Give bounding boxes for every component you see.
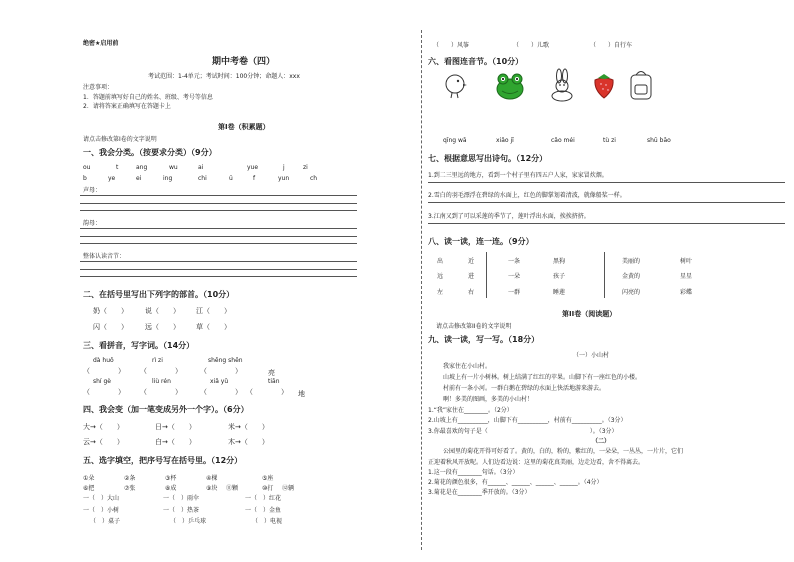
q8-word: 金黄的 xyxy=(622,273,641,280)
q6-pinyin: tù zi xyxy=(603,137,616,144)
q3-pinyin: xiǎ yǔ xyxy=(210,378,229,385)
q3-answer-box[interactable]: （ ） xyxy=(83,388,125,396)
q7-line: 1.到二三里远的地方，看到一个村子里有四五户人家，家家冒炊烟。 xyxy=(428,172,608,179)
q1-letter: t xyxy=(116,164,119,171)
q5-option: ①朵 xyxy=(83,475,95,482)
q5-option: ⑤座 xyxy=(262,475,274,482)
q8-word: 美丽的 xyxy=(622,258,641,265)
q6-pinyin: xiǎo jī xyxy=(496,137,514,144)
q3-answer-box[interactable]: （ ） xyxy=(83,367,125,375)
q3-pinyin: liù rén xyxy=(152,378,171,385)
q3-answer-box[interactable]: （ ） xyxy=(140,367,182,375)
q9-question[interactable]: 1.这一段有________句话。（3分） xyxy=(428,469,519,476)
part2-title: 第II卷（阅读题） xyxy=(562,310,617,318)
part2-hint: 请点击修改第II卷的文字说明 xyxy=(436,323,512,330)
q8-word: 近 xyxy=(468,258,475,265)
q5-continued-fill[interactable]: （ ）风筝 xyxy=(433,42,470,49)
notes-title: 注意事项： xyxy=(83,84,114,91)
q2-item[interactable]: 远（ ） xyxy=(145,323,180,331)
q8-word: 进 xyxy=(468,273,475,280)
q5-option: ⑫辆 xyxy=(282,485,295,492)
note-1: 1．答题前填写好自己的姓名、班级、考号等信息 xyxy=(83,94,213,101)
secret-label: 绝密★启用前 xyxy=(83,40,119,47)
q5-option: ②条 xyxy=(124,475,136,482)
q5-option: ⑧成 xyxy=(165,485,177,492)
q3-pinyin: shēng shēn xyxy=(208,357,243,364)
q5-option: ⑪颗 xyxy=(226,485,239,492)
q3-answer-box[interactable]: （ ） xyxy=(200,388,242,396)
q9-passage-line: 山坡上有一片小树林。树上结满了红红的苹果。山脚下有一座红色的小楼。 xyxy=(443,374,642,381)
q4-item[interactable]: 大→（ ） xyxy=(83,423,124,431)
q4-title: 四、我会变（加一笔变成另外一个字）。（6分） xyxy=(83,405,249,414)
schoolbag-icon xyxy=(627,67,655,101)
q1-letter: ou xyxy=(83,164,91,171)
q1-label-whole: 整体认读音节： xyxy=(83,253,126,260)
q6-pinyin: qīng wā xyxy=(443,137,467,144)
q1-letter: ch xyxy=(310,175,318,182)
q8-word: 右 xyxy=(468,289,475,296)
q8-word: 一群 xyxy=(508,289,521,296)
q3-pinyin: shí gè xyxy=(93,378,112,385)
q2-item[interactable]: 江（ ） xyxy=(196,307,231,315)
q7-line: 3.江南又到了可以采莲的季节了，莲叶浮出水面，挨挨挤挤。 xyxy=(428,213,590,220)
q3-pinyin: dà huǒ xyxy=(93,357,114,364)
q1-title: 一、我会分类。（按要求分类）（9分） xyxy=(83,148,217,157)
q8-word: 左 xyxy=(437,289,444,296)
q4-item[interactable]: 日→（ ） xyxy=(155,423,196,431)
q3-pinyin: rì zi xyxy=(152,357,163,364)
q1-letter: chi xyxy=(198,175,207,182)
q1-letter: ü xyxy=(229,175,233,182)
q8-word: 远 xyxy=(437,273,444,280)
q5-option: ⑩打 xyxy=(262,485,274,492)
q1-letter: ang xyxy=(136,164,148,171)
q8-word: 出 xyxy=(437,258,444,265)
q3-answer-box[interactable]: （ ） xyxy=(140,388,182,396)
q6-pinyin: shū bāo xyxy=(647,137,671,144)
q2-title: 二、在括号里写出下列字的部首。（10分） xyxy=(83,290,235,299)
q2-item[interactable]: 奶（ ） xyxy=(93,307,128,315)
q1-letter: j xyxy=(283,164,285,171)
q8-word: 孩子 xyxy=(553,273,566,280)
q1-label-initials: 声母： xyxy=(83,187,102,194)
q5-title: 五、选字填空，把序号写在括号里。（12分） xyxy=(83,456,243,465)
q1-letter: ei xyxy=(136,175,142,182)
q9-question[interactable]: 1.“我”家住在________。（2分） xyxy=(428,407,513,414)
q8-word: 闪亮的 xyxy=(622,289,641,296)
q9-question[interactable]: 3.菊花是在________季开放的。（3分） xyxy=(428,489,531,496)
q5-fill[interactable]: 一（ ）金鱼 xyxy=(245,507,282,514)
q5-continued-fill[interactable]: （ ）儿歌 xyxy=(513,42,550,49)
q1-letter: b xyxy=(83,175,87,182)
q4-item[interactable]: 米→（ ） xyxy=(228,423,269,431)
q5-option: ⑥把 xyxy=(83,485,95,492)
q1-letter: wu xyxy=(169,164,178,171)
part1-title: 第I卷（积累题） xyxy=(218,123,270,131)
q8-word: 星星 xyxy=(680,273,693,280)
q4-item[interactable]: 白→（ ） xyxy=(155,438,196,446)
q5-fill[interactable]: （ ）电视 xyxy=(252,518,283,525)
q5-continued-fill[interactable]: （ ）自行车 xyxy=(590,42,633,49)
q5-option: ⑨块 xyxy=(206,485,218,492)
q5-fill[interactable]: 一（ ）大山 xyxy=(83,495,120,502)
q9-sub2: （二） xyxy=(592,438,611,445)
q1-letter: ye xyxy=(108,175,116,182)
q3-suffix: 地 xyxy=(298,390,305,398)
q5-fill[interactable]: 一（ ）小树 xyxy=(83,507,120,514)
q7-line: 2.雪白的羽毛漂浮在碧绿的水面上，红色的脚掌划着清波，就像船桨一样。 xyxy=(428,192,626,199)
q8-word: 一条 xyxy=(508,258,521,265)
q5-fill[interactable]: 一（ ）雨伞 xyxy=(163,495,200,502)
q5-fill[interactable]: （ ）乒乓球 xyxy=(170,518,207,525)
q4-item[interactable]: 木→（ ） xyxy=(228,438,269,446)
q5-option: ③杯 xyxy=(165,475,177,482)
q9-question[interactable]: 3.你最喜欢的句子是（ ）。（3分） xyxy=(428,428,618,435)
q8-word: 黑狗 xyxy=(553,258,566,265)
frog-icon xyxy=(493,70,527,102)
q1-letter: zi xyxy=(303,164,308,171)
q1-letter: ai xyxy=(198,164,204,171)
q5-option: ⑦张 xyxy=(124,485,136,492)
strawberry-icon xyxy=(592,70,616,100)
page-divider xyxy=(421,30,422,550)
q9-title: 九、读一读，写一写。（18分） xyxy=(428,335,540,344)
q9-passage-line: 啊！多美的图画，多美的小山村！ xyxy=(443,396,534,403)
q3-title: 三、看拼音，写字词。（14分） xyxy=(83,341,195,350)
q2-item[interactable]: 草（ ） xyxy=(196,323,231,331)
q6-pinyin: cǎo méi xyxy=(551,137,575,144)
q9-passage-line: 正迎着秋风开放呢。人们边看边说：这里的菊花真美丽，边走边看，舍不得离去。 xyxy=(428,459,645,466)
q8-title: 八、读一读，连一连。（9分） xyxy=(428,237,534,246)
note-2: 2．请将答案正确填写在答题卡上 xyxy=(83,103,171,110)
q5-fill[interactable]: 一（ ）红花 xyxy=(245,495,282,502)
exam-title: 期中考卷（四） xyxy=(212,57,276,67)
q9-passage-line: 公园里的菊花开得可好看了。黄的，白的，粉的，紫红的，一朵朵，一丛丛，一片片，它们 xyxy=(443,448,684,455)
exam-info: 考试范围：1-4单元；考试时间：100分钟；命题人：xxx xyxy=(148,73,300,80)
q5-fill[interactable]: 一（ ）热茶 xyxy=(163,507,200,514)
q9-passage-line: 我家住在小山村。 xyxy=(443,363,492,370)
chick-icon xyxy=(440,70,470,100)
rabbit-icon xyxy=(545,68,579,102)
q8-word: 彩蝶 xyxy=(680,289,693,296)
q8-word: 一朵 xyxy=(508,273,521,280)
q8-word: 树叶 xyxy=(680,258,693,265)
q8-word: 睡莲 xyxy=(553,289,566,296)
q9-question[interactable]: 2.山坡上有__________，山脚下有__________，村前有__________。（3分） xyxy=(428,417,627,424)
q9-passage-line: 村前有一条小河。一群白鹅在碧绿的水面上快活地游来游去。 xyxy=(443,385,606,392)
q3-suffix: 亮 xyxy=(268,369,275,377)
part1-hint: 请点击修改第I卷的文字说明 xyxy=(83,136,157,143)
q1-letter: ing xyxy=(163,175,173,182)
q7-title: 七、根据意思写出诗句。（12分） xyxy=(428,154,548,163)
q1-letter: yun xyxy=(278,175,290,182)
q4-item[interactable]: 云→（ ） xyxy=(83,438,124,446)
q1-letter: f xyxy=(253,175,256,182)
q9-question[interactable]: 2.菊花的颜色很多，有______、______、______、______。（4分） xyxy=(428,479,603,486)
q3-pinyin: tiān xyxy=(268,378,280,385)
q9-sub1: （一）小山村 xyxy=(573,352,610,359)
q1-label-finals: 韵母： xyxy=(83,220,102,227)
q5-fill[interactable]: （ ）桌子 xyxy=(90,518,121,525)
q5-option: ④棵 xyxy=(206,475,218,482)
q1-letter: yue xyxy=(247,164,259,171)
q3-answer-box[interactable]: （ ） xyxy=(200,367,242,375)
q3-answer-box[interactable]: （ ） xyxy=(246,388,288,396)
q2-item[interactable]: 说（ ） xyxy=(145,307,180,315)
q2-item[interactable]: 闪（ ） xyxy=(93,323,128,331)
q6-title: 六、看图连音节。（10分） xyxy=(428,57,524,66)
